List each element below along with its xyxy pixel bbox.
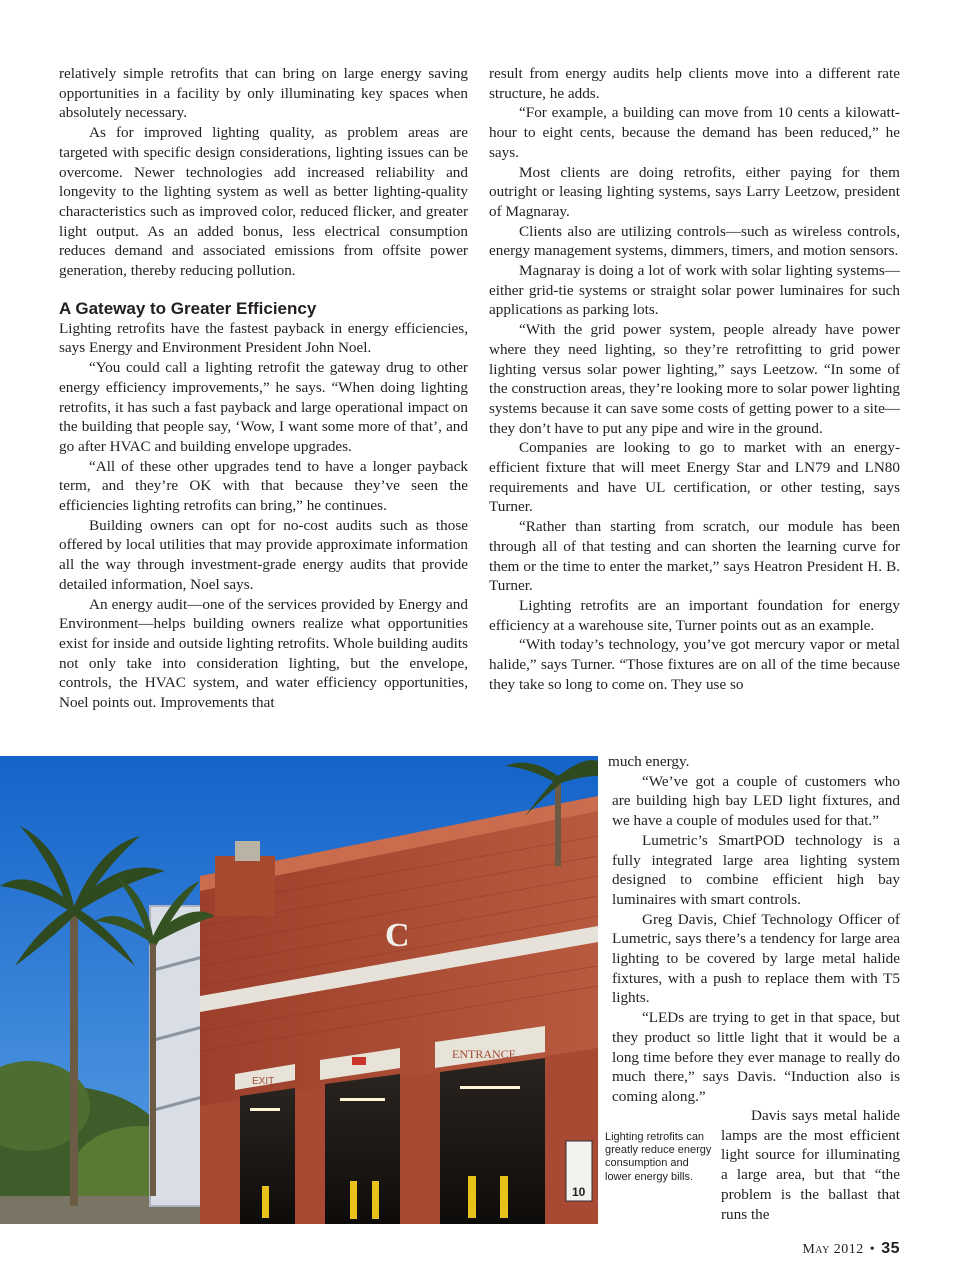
body-paragraph: Davis says metal halide lamps are the most efficient light source for illuminating a large area, but that “the problem is the ballast that runs the: [721, 1107, 900, 1223]
page-folio: [802, 1240, 900, 1258]
photo-caption: Lighting retrofits can greatly reduce energy consumption and lower energy bills.: [605, 1131, 712, 1183]
body-paragraph: Lumetric’s SmartPOD technology is a fully integrated large area lighting system designed to combine efficient high bay luminaires with smart controls.: [612, 831, 900, 908]
body-paragraph: “Rather than starting from scratch, our module has been through all of that testing and can shorten the learning curve for them or the time to enter the market,” says Heatron President H. B. Turner.: [489, 518, 900, 595]
right-column-bottom: [721, 1106, 900, 1224]
body-paragraph: Building owners can opt for no-cost audits such as those offered by local utilities that may provide approximate information all the way through investment-grade energy audits that provide detailed information, Noel says.: [59, 516, 468, 593]
body-paragraph: Lighting retrofits are an important foundation for energy efficiency at a warehouse site, Turner points out as an example.: [489, 596, 900, 634]
section-heading: A Gateway to Greater Efficiency: [59, 298, 317, 318]
body-paragraph: much energy.: [608, 753, 690, 770]
body-paragraph: As for improved lighting quality, as problem areas are targeted with specific design considerations, lighting issues can be overcome. Newer technologies add increased reliability and longevity to the lighting system as well as better lighting-quality characteristics such as improved color, reduced flicker, and greater light output. As an added bonus, less electrical consumption reduces demand and associated emissions from offsite power generation, thereby reducing pollution.: [59, 124, 468, 280]
body-paragraph: “You could call a lighting retrofit the gateway drug to other energy efficiency improvements,” he says. “When doing lighting retrofits, it has such a fast payback and large operational impact on the building that people say, ‘Wow, I want some more of that’, and go after HVAC and building envelope upgrades.: [59, 359, 468, 455]
body-paragraph: Companies are looking to go to market with an energy-efficient fixture that will meet Energy Star and LN79 and LN80 requirements and have UL certification, or other testing, says Turner.: [489, 439, 900, 516]
body-paragraph: Clients also are utilizing controls—such as wireless controls, energy management systems, dimmers, timers, and motion sensors.: [489, 222, 900, 260]
issue-date: May 2012: [802, 1242, 864, 1257]
left-column: [59, 64, 468, 713]
body-paragraph: “All of these other upgrades tend to have a longer payback term, and they’re OK with that because they’ve seen the efficiencies lighting retrofits can bring,” he continues.: [59, 457, 468, 515]
body-paragraph: “For example, a building can move from 10 cents a kilowatt-hour to eight cents, because the demand has been reduced,” he says.: [489, 104, 900, 161]
page-number: 35: [881, 1240, 900, 1257]
body-paragraph: “We’ve got a couple of customers who are building high bay LED light fixtures, and we have a couple of modules used for that.”: [612, 772, 900, 830]
exit-sign: EXIT: [252, 1076, 275, 1087]
entrance-sign: ENTRANCE: [452, 1047, 516, 1061]
body-paragraph: “With the grid power system, people already have power where they need lighting, so they’re retrofitting to grid power lighting versus solar power lighting,” says Leetzow. “In some of the construction areas, they’re looking more to solar power lighting systems because it can save some costs of getting power to a site—they don’t have to put any pipe and wire in the ground.: [489, 321, 900, 437]
body-paragraph: An energy audit—one of the services provided by Energy and Environment—helps building owners realize what opportunities exist for inside and outside lighting retrofits. Whole building audits not only take into consideration lighting, but the envelope, controls, the HVAC system, and water efficiency opportunities, Noel points out. Improvements that: [59, 595, 468, 712]
body-paragraph: Magnaray is doing a lot of work with solar lighting systems—either grid-tie systems or straight solar power luminaires for such applications as parking lots.: [489, 262, 900, 319]
body-paragraph: Greg Davis, Chief Technology Officer of Lumetric, says there’s a tendency for large area lighting to be covered by large metal halide fixtures, with a push to replace them with T5 lights.: [612, 910, 900, 1007]
right-column: [489, 64, 900, 695]
folio-bullet: •: [869, 1242, 876, 1257]
speed-limit-sign: 10: [572, 1185, 586, 1199]
body-paragraph: “With today’s technology, you’ve got mercury vapor or metal halide,” says Turner. “Those fixtures are on all of the time because they take so long to come on. They use so: [489, 636, 900, 693]
garage-letter-sign: C: [385, 917, 410, 954]
body-paragraph: result from energy audits help clients move into a different rate structure, he adds.: [489, 65, 900, 102]
body-paragraph: relatively simple retrofits that can bring on large energy saving opportunities in a facility by only illuminating key spaces when absolutely necessary.: [59, 65, 468, 122]
parking-garage-photo: [0, 756, 598, 1224]
body-paragraph: Lighting retrofits have the fastest payback in energy efficiencies, says Energy and Environment President John Noel.: [59, 319, 468, 357]
body-paragraph: “LEDs are trying to get in that space, but they product so little light that it would be a long time before they ever manage to really do much there,” says Davis. “Induction also is coming along.”: [612, 1009, 900, 1105]
body-paragraph: Most clients are doing retrofits, either paying for them outright or leasing lighting systems, says Larry Leetzow, president of Magnaray.: [489, 163, 900, 220]
right-column-wrap: [608, 752, 900, 1107]
